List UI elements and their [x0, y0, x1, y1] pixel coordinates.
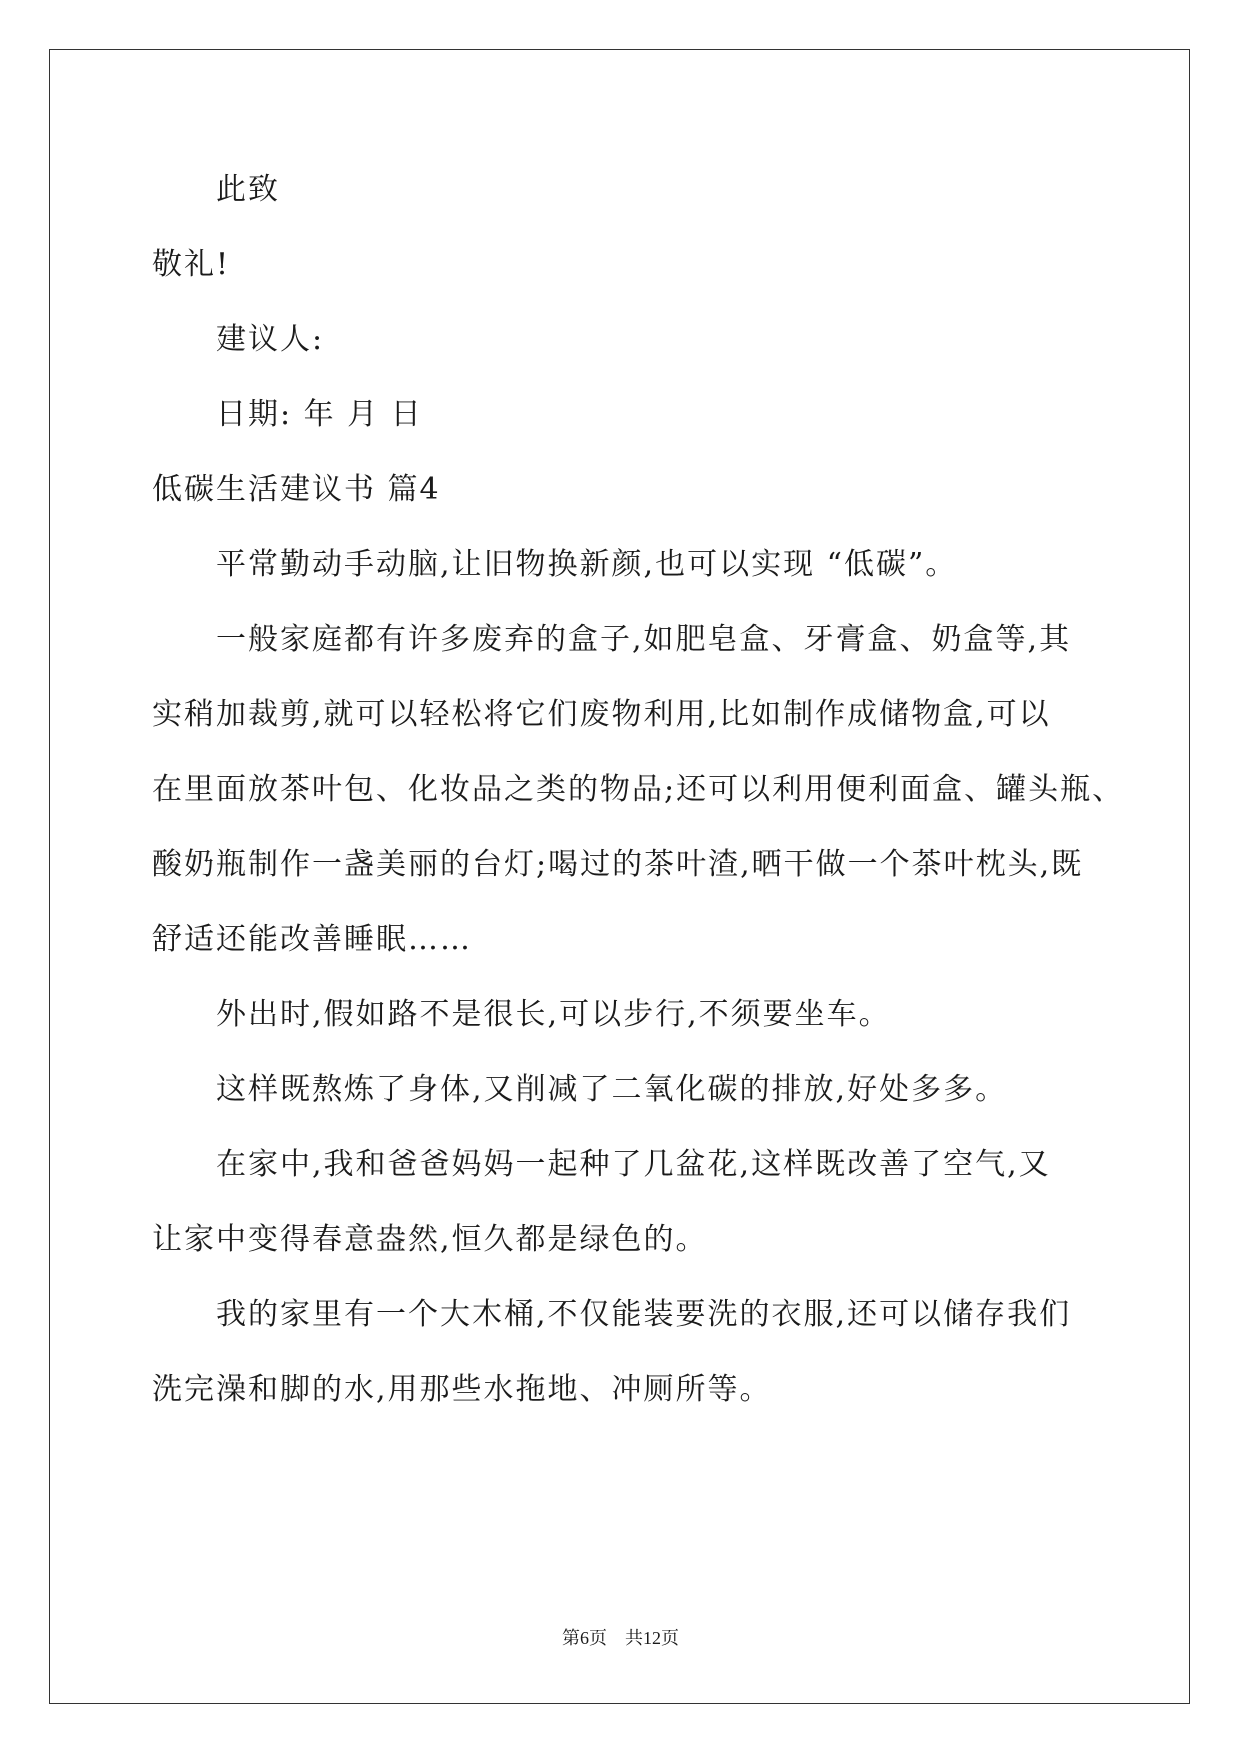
section-heading: 低碳生活建议书 篇4	[152, 472, 441, 507]
paragraph-line: 舒适还能改善睡眠……	[152, 922, 472, 957]
date-label: 日期: 年 月 日	[216, 397, 423, 432]
paragraph-line: 洗完澡和脚的水,用那些水拖地、冲厕所等。	[152, 1372, 772, 1407]
paragraph-line: 一般家庭都有许多废弃的盒子,如肥皂盒、牙膏盒、奶盒等,其	[216, 622, 1072, 657]
paragraph-line: 外出时,假如路不是很长,可以步行,不须要坐车。	[216, 997, 891, 1032]
paragraph-line: 这样既熬炼了身体,又削减了二氧化碳的排放,好处多多。	[216, 1072, 1008, 1107]
paragraph-line: 在家中,我和爸爸妈妈一起种了几盆花,这样既改善了空气,又	[216, 1147, 1051, 1182]
proposer-label: 建议人:	[216, 322, 325, 357]
paragraph-line: 我的家里有一个大木桶,不仅能装要洗的衣服,还可以储存我们	[216, 1297, 1072, 1332]
paragraph-line: 实稍加裁剪,就可以轻松将它们废物利用,比如制作成储物盒,可以	[152, 697, 1051, 732]
paragraph-line: 让家中变得春意盎然,恒久都是绿色的。	[152, 1222, 708, 1257]
page-footer	[0, 1627, 1241, 1649]
closing-regards: 敬礼!	[152, 247, 231, 282]
current-page-label: 第6页	[562, 1628, 607, 1648]
paragraph-line: 在里面放茶叶包、化妆品之类的物品;还可以利用便利面盒、罐头瓶、	[152, 772, 1125, 807]
paragraph-line: 酸奶瓶制作一盏美丽的台灯;喝过的茶叶渣,晒干做一个茶叶枕头,既	[152, 847, 1084, 882]
closing-salutation: 此致	[216, 172, 280, 207]
paragraph-line: 平常勤动手动脑,让旧物换新颜,也可以实现 “低碳”。	[216, 547, 958, 582]
total-pages-label: 共12页	[625, 1628, 679, 1648]
